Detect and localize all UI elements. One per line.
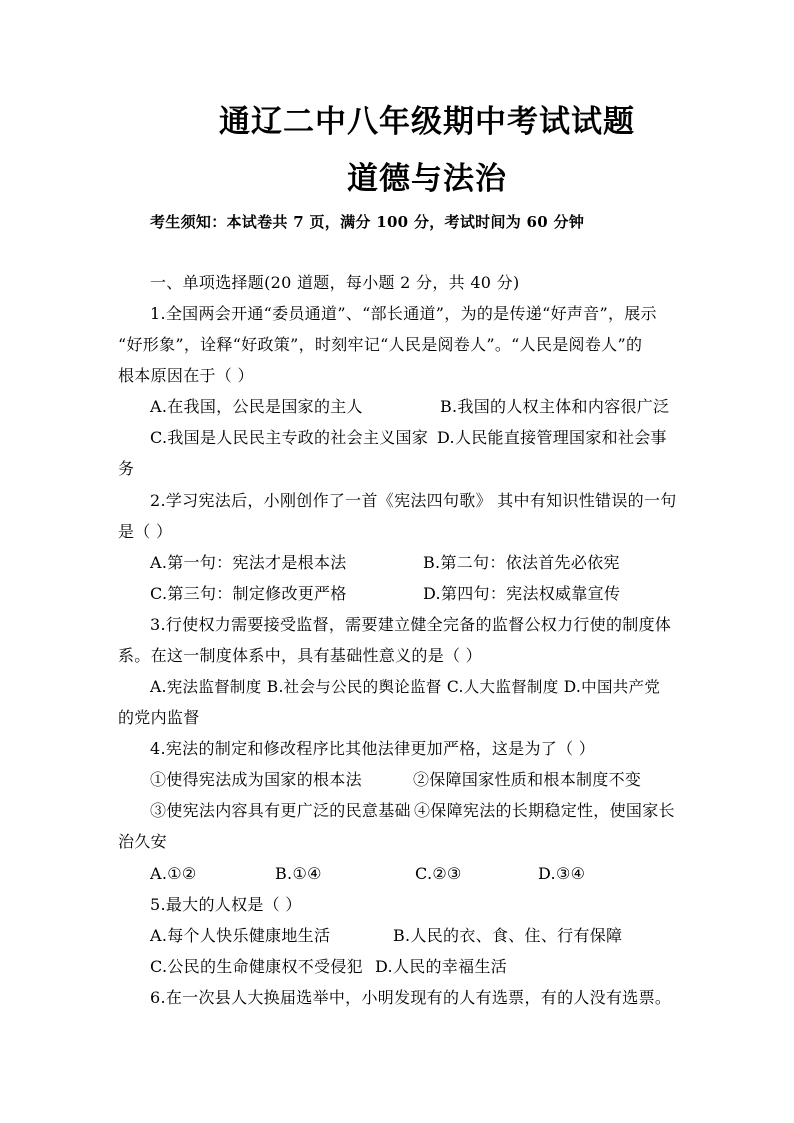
q4-statement-4: ④保障宪法的长期稳定性，使国家长 — [414, 801, 675, 820]
q1-option-a: A.在我国，公民是国家的主人 — [150, 397, 363, 416]
q4-option-d: D.③④ — [538, 864, 586, 883]
subject-title: 道德与法治 — [347, 161, 507, 197]
q5-stem-line1: 5.最大的人权是（ ） — [150, 895, 302, 914]
q4-stem-line1: 4.宪法的制定和修改程序比其他法律更加严格，这是为了（ ） — [150, 739, 596, 758]
q4-statement-4-cont: 治久安 — [118, 832, 167, 851]
exam-title: 通辽二中八年级期中考试试题 — [219, 104, 635, 140]
q4-statement-1: ①使得宪法成为国家的根本法 — [150, 770, 362, 789]
q2-stem-line2: 是（ ） — [118, 522, 173, 541]
q2-stem-line1: 2.学习宪法后，小刚创作了一首《宪法四句歌》 其中有知识性错误的一句 — [150, 491, 677, 510]
q3-options: A.宪法监督制度 B.社会与公民的舆论监督 C.人大监督制度 D.中国共产党 — [150, 678, 661, 696]
q1-option-c: C.我国是人民民主专政的社会主义国家 — [150, 428, 429, 447]
q6-stem-line1: 6.在一次县人大换届选举中，小明发现有的人有选票，有的人没有选票。 — [150, 988, 672, 1007]
q3-stem-line1: 3.行使权力需要接受监督，需要建立健全完备的监督公权力行使的制度体 — [150, 615, 672, 634]
exam-notice: 考生须知：本试卷共 7 页，满分 100 分，考试时间为 60 分钟 — [150, 213, 585, 231]
q1-stem-line3: 根本原因在于（ ） — [118, 366, 254, 385]
q4-option-c: C.②③ — [415, 864, 462, 883]
q2-option-b: B.第二句：依法首先必依宪 — [423, 553, 620, 572]
q5-option-c: C.公民的生命健康权不受侵犯 — [150, 957, 363, 976]
q4-statement-3: ③使宪法内容具有更广泛的民意基础 — [150, 801, 411, 820]
q3-options-cont: 的党内监督 — [118, 708, 200, 727]
q2-option-c: C.第三句：制定修改更严格 — [150, 584, 347, 603]
q1-option-b: B.我国的人权主体和内容很广泛 — [440, 397, 670, 416]
q5-option-a: A.每个人快乐健康地生活 — [150, 926, 331, 945]
q1-stem-line1: 1.全国两会开通“委员通道”、“部长通道”，为的是传递“好声音”，展示 — [150, 304, 657, 323]
q4-option-a: A.①② — [150, 864, 197, 883]
q2-option-d: D.第四句：宪法权威靠宣传 — [423, 584, 621, 603]
q4-option-b: B.①④ — [275, 864, 322, 883]
q2-option-a: A.第一句：宪法才是根本法 — [150, 553, 347, 572]
section-heading: 一、单项选择题(20 道题，每小题 2 分，共 40 分) — [150, 273, 520, 292]
q1-option-d-cont: 务 — [118, 459, 135, 478]
q3-stem-line2: 系。在这一制度体系中，具有基础性意义的是（ ） — [118, 646, 482, 665]
q5-option-b: B.人民的衣、食、住、行有保障 — [393, 926, 623, 945]
q1-stem-line2: “好形象”，诠释“好政策”，时刻牢记“人民是阅卷人”。“人民是阅卷人”的 — [118, 335, 643, 354]
q1-option-d: D.人民能直接管理国家和社会事 — [437, 428, 667, 447]
q5-option-d: D.人民的幸福生活 — [375, 957, 508, 976]
q4-statement-2: ②保障国家性质和根本制度不变 — [413, 770, 642, 789]
